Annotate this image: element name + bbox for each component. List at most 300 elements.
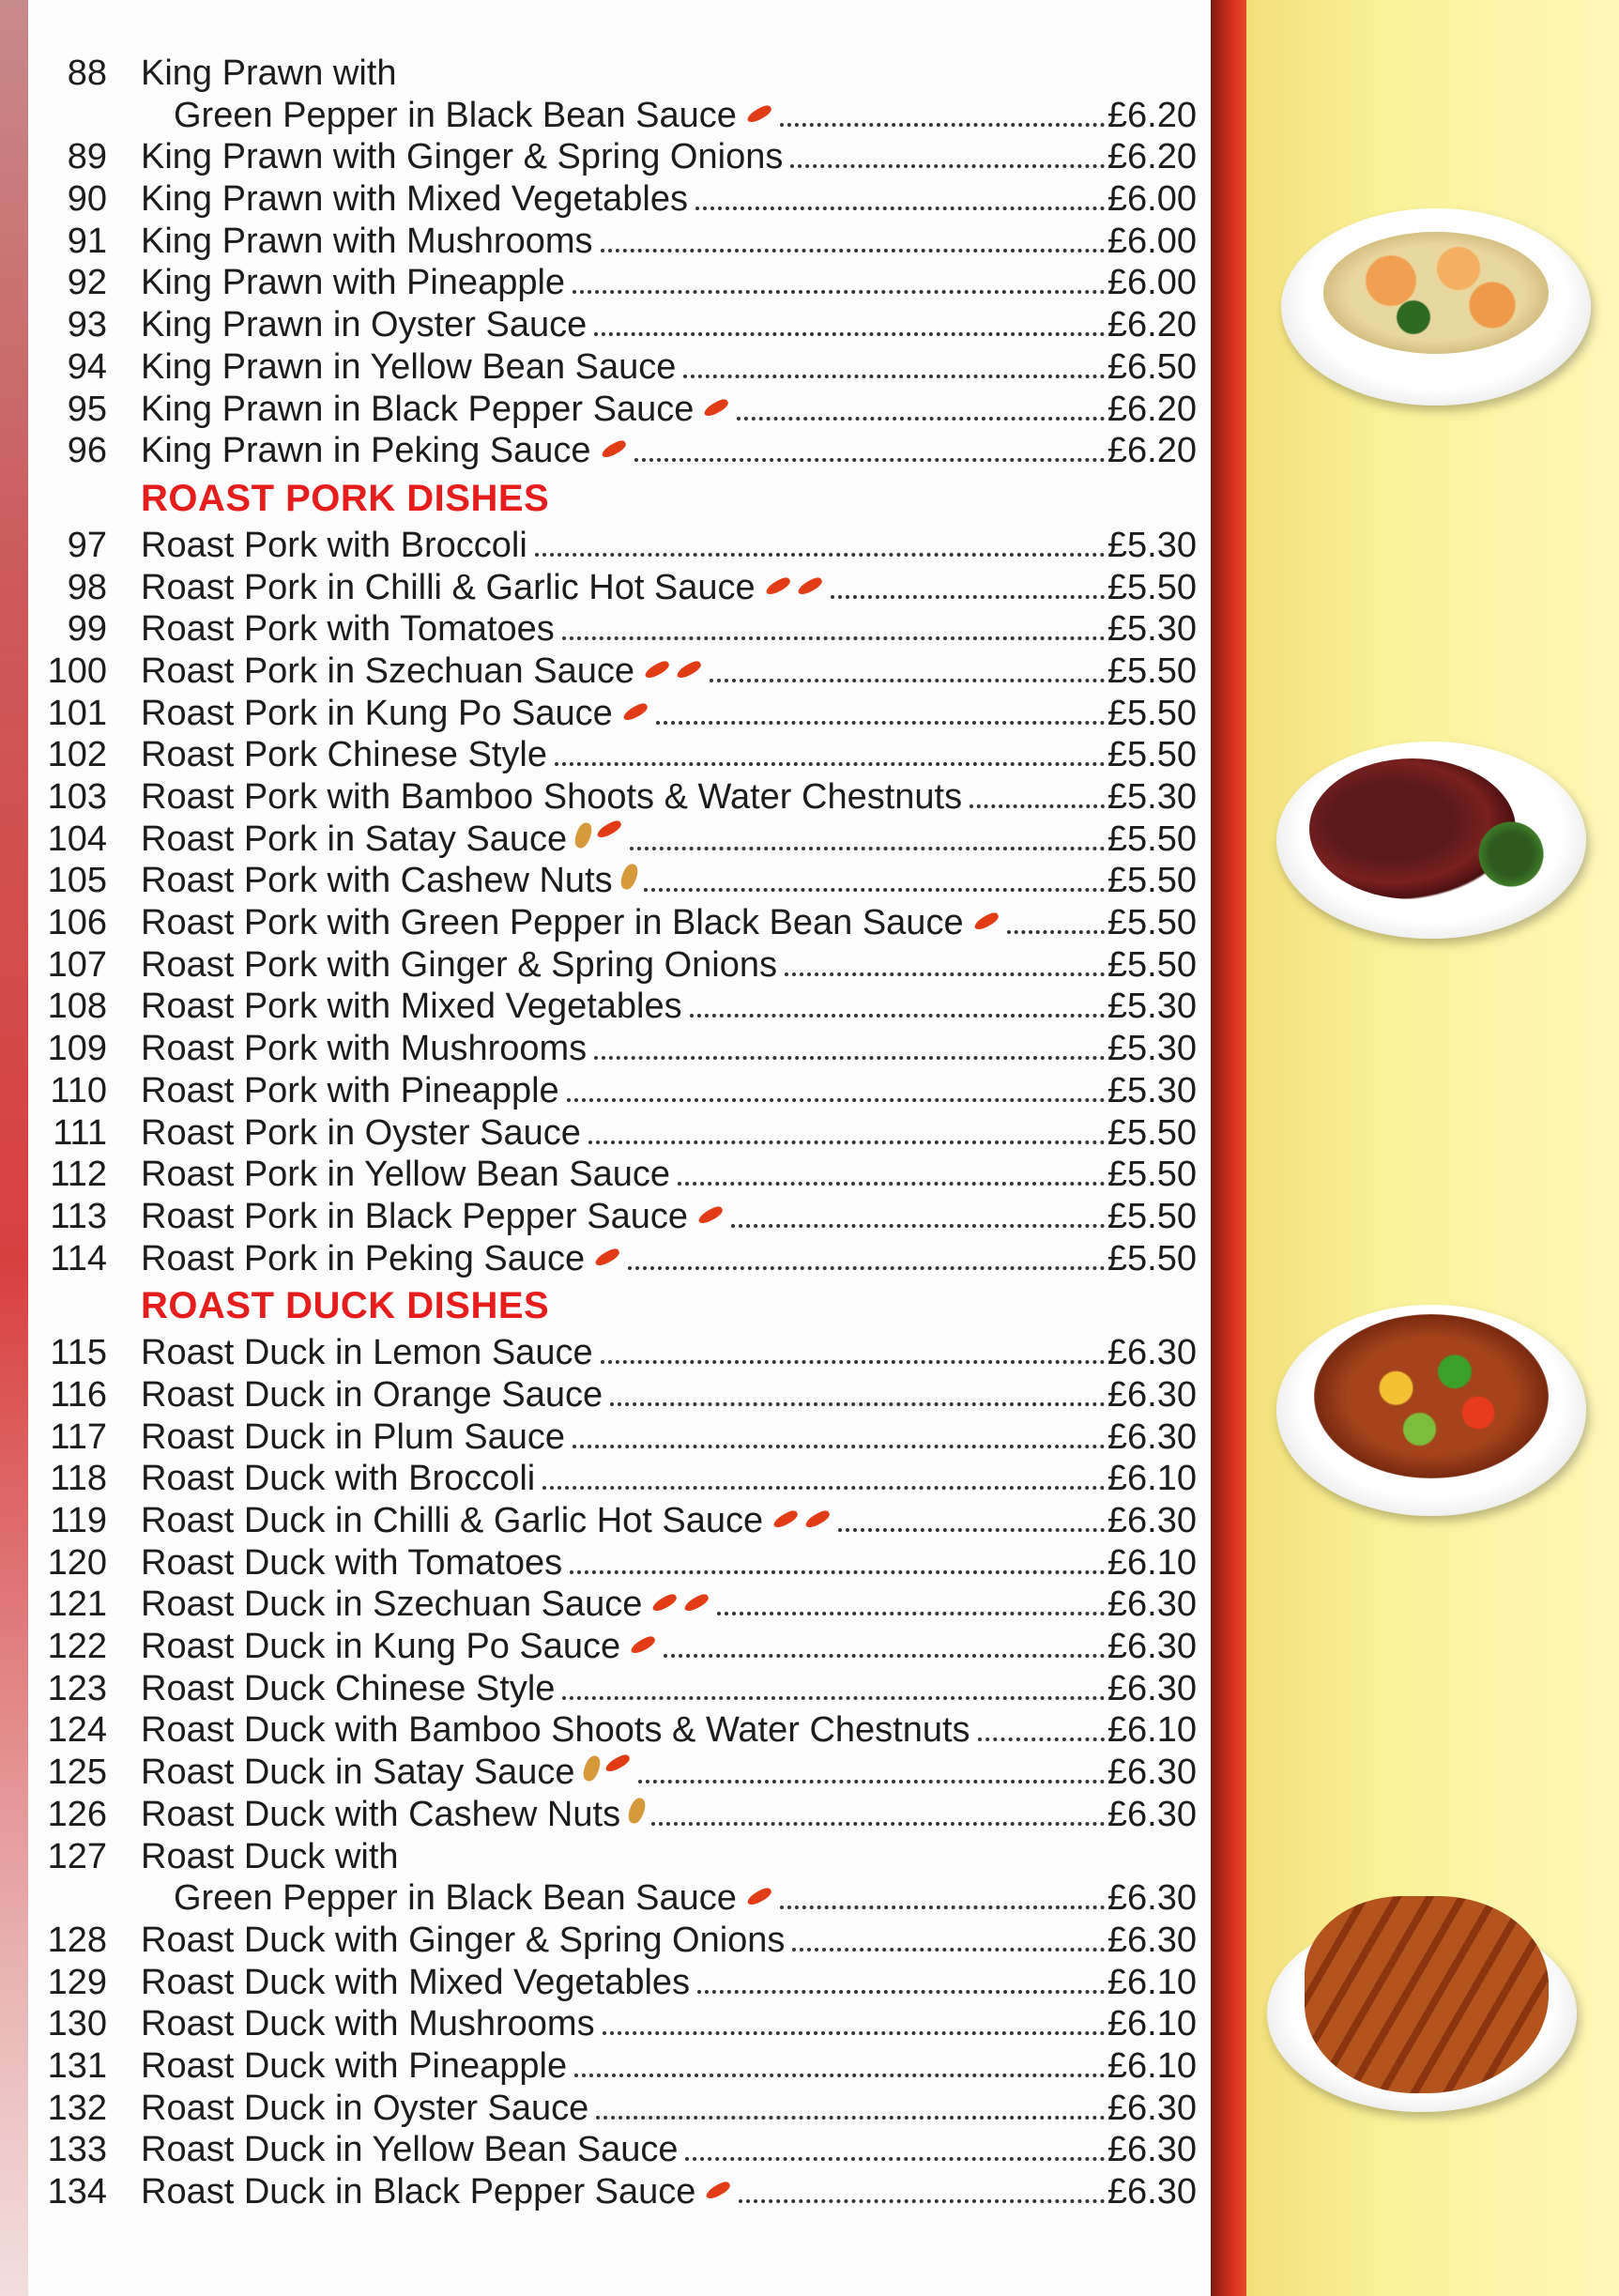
dot-leader xyxy=(601,1360,1105,1364)
item-number: 121 xyxy=(47,1584,107,1625)
dot-leader xyxy=(610,1402,1105,1406)
item-line xyxy=(141,1920,1197,1961)
item-name: King Prawn with Pineapple xyxy=(141,263,566,303)
item-icons xyxy=(703,410,729,421)
item-line xyxy=(141,53,1197,94)
item-icons xyxy=(772,1522,831,1532)
item-name: Green Pepper in Black Bean Sauce xyxy=(174,95,737,135)
item-number: 103 xyxy=(47,777,107,817)
roast-pork-dish-photo xyxy=(1276,742,1586,939)
item-number: 88 xyxy=(67,54,107,93)
item-line xyxy=(141,1626,1197,1667)
item-line xyxy=(141,262,1197,303)
item-name: Roast Duck in Black Pepper Sauce xyxy=(141,2172,696,2212)
item-line xyxy=(141,1458,1197,1499)
item-number: 117 xyxy=(50,1416,107,1457)
section-title: ROAST DUCK DISHES xyxy=(141,1285,550,1327)
dot-leader xyxy=(970,804,1105,808)
dot-leader xyxy=(644,888,1105,892)
item-price: £5.50 xyxy=(1107,735,1197,775)
item-number: 94 xyxy=(67,346,107,387)
item-number: 106 xyxy=(47,903,107,943)
item-number: 129 xyxy=(47,1962,107,2002)
item-line xyxy=(174,95,1197,136)
item-icons xyxy=(622,714,649,725)
item-line xyxy=(141,651,1197,692)
menu-item xyxy=(28,1458,1197,1500)
item-price: £6.30 xyxy=(1107,2172,1197,2212)
dot-leader xyxy=(1007,930,1105,934)
item-price: £6.50 xyxy=(1107,346,1197,387)
dot-leader xyxy=(573,1445,1105,1448)
menu-item xyxy=(28,1112,1197,1155)
item-price: £6.30 xyxy=(1107,2130,1197,2170)
item-name: Roast Duck Chinese Style xyxy=(141,1668,556,1708)
item-price: £5.30 xyxy=(1107,987,1197,1027)
item-line xyxy=(141,1668,1197,1709)
item-price: £6.30 xyxy=(1107,1668,1197,1708)
item-line xyxy=(141,1238,1197,1279)
item-name: Roast Duck in Chilli & Garlic Hot Sauce xyxy=(141,1501,764,1540)
item-name: King Prawn in Oyster Sauce xyxy=(141,305,588,345)
item-price: £5.50 xyxy=(1107,861,1197,901)
item-price: £6.20 xyxy=(1107,137,1197,177)
chilli-icon xyxy=(745,1886,773,1908)
item-icons xyxy=(765,589,823,599)
item-price: £6.00 xyxy=(1107,179,1197,220)
item-icons xyxy=(746,1899,772,1909)
item-number: 89 xyxy=(67,137,107,177)
chilli-icon xyxy=(593,1246,621,1268)
dot-leader xyxy=(790,164,1105,168)
item-price: £6.30 xyxy=(1107,1627,1197,1667)
item-price: £6.00 xyxy=(1107,263,1197,303)
item-name: Roast Pork with Pineapple xyxy=(141,1070,559,1110)
item-number: 96 xyxy=(67,431,107,471)
item-number: 114 xyxy=(50,1238,107,1278)
item-icons xyxy=(576,824,622,850)
dot-leader xyxy=(739,2199,1104,2203)
menu-item xyxy=(28,346,1197,389)
item-line xyxy=(141,2171,1197,2212)
item-number: 100 xyxy=(47,651,107,691)
chilli-icon xyxy=(771,1508,800,1531)
menu-item xyxy=(28,1920,1197,1962)
dot-leader xyxy=(717,1612,1104,1615)
item-name: Roast Pork with Ginger & Spring Onions xyxy=(141,944,777,985)
item-price: £5.50 xyxy=(1107,1238,1197,1278)
menu-item xyxy=(28,1668,1197,1710)
item-number: 108 xyxy=(47,987,107,1027)
dot-leader xyxy=(978,1737,1105,1741)
item-name: Roast Duck with Cashew Nuts xyxy=(141,1794,621,1834)
item-name: King Prawn in Peking Sauce xyxy=(141,431,591,471)
item-line xyxy=(141,1028,1197,1069)
dot-leader xyxy=(562,636,1105,640)
dot-leader xyxy=(695,207,1105,210)
item-line xyxy=(141,1542,1197,1584)
item-number: 126 xyxy=(47,1794,107,1834)
item-name: Roast Pork with Mushrooms xyxy=(141,1029,588,1069)
item-line xyxy=(141,819,1197,860)
dot-leader xyxy=(678,1182,1105,1186)
item-price: £6.30 xyxy=(1107,1374,1197,1415)
item-name: Roast Duck in Lemon Sauce xyxy=(141,1333,593,1373)
item-price: £5.30 xyxy=(1107,1029,1197,1069)
item-price: £5.50 xyxy=(1107,944,1197,985)
chilli-icon xyxy=(702,396,730,419)
dot-leader xyxy=(596,2116,1105,2120)
item-name: Roast Duck in Plum Sauce xyxy=(141,1416,565,1457)
prawn-food xyxy=(1323,232,1549,354)
item-number: 107 xyxy=(47,944,107,985)
item-price: £5.50 xyxy=(1107,903,1197,943)
item-price: £6.30 xyxy=(1107,1416,1197,1457)
chilli-icon xyxy=(705,2180,733,2202)
item-price: £6.10 xyxy=(1107,2045,1197,2086)
dot-leader xyxy=(574,2074,1105,2077)
item-line xyxy=(141,1836,1197,1877)
item-name: Roast Pork in Yellow Bean Sauce xyxy=(141,1155,671,1195)
menu-list xyxy=(28,53,1197,2213)
dot-leader xyxy=(535,553,1105,557)
item-name: King Prawn with Mixed Vegetables xyxy=(141,179,688,220)
item-price: £6.20 xyxy=(1107,95,1197,135)
item-name: King Prawn with Mushrooms xyxy=(141,221,593,261)
section-title: ROAST PORK DISHES xyxy=(141,477,550,519)
item-name: Roast Duck in Orange Sauce xyxy=(141,1374,603,1415)
item-line xyxy=(141,525,1197,566)
menu-item xyxy=(28,1332,1197,1374)
chilli-icon xyxy=(796,574,824,597)
item-line xyxy=(141,1962,1197,2003)
sliced-duck-food xyxy=(1305,1896,1549,2093)
menu-item xyxy=(28,819,1197,861)
item-price: £5.50 xyxy=(1107,819,1197,859)
menu-item xyxy=(28,986,1197,1028)
item-name: Roast Pork in Chilli & Garlic Hot Sauce xyxy=(141,567,756,607)
item-icons xyxy=(594,1260,620,1270)
item-name: Roast Duck in Satay Sauce xyxy=(141,1753,575,1793)
item-number: 132 xyxy=(47,2088,107,2128)
item-price: £6.30 xyxy=(1107,1501,1197,1540)
item-price: £6.10 xyxy=(1107,2004,1197,2044)
item-price: £6.10 xyxy=(1107,1459,1197,1499)
dot-leader xyxy=(594,332,1105,336)
item-number: 130 xyxy=(47,2004,107,2044)
item-price: £6.20 xyxy=(1107,389,1197,429)
section-header xyxy=(28,1279,1197,1332)
item-number: 105 xyxy=(47,861,107,901)
item-name: Roast Pork in Szechuan Sauce xyxy=(141,651,634,691)
dot-leader xyxy=(780,123,1105,127)
dot-leader xyxy=(542,1486,1105,1490)
item-name: Roast Pork with Cashew Nuts xyxy=(141,861,613,901)
dot-leader xyxy=(555,762,1105,766)
item-number: 119 xyxy=(50,1501,107,1540)
chilli-icon xyxy=(972,911,1000,933)
item-number: 112 xyxy=(50,1155,107,1195)
item-number: 113 xyxy=(50,1196,107,1236)
item-name: Roast Duck in Szechuan Sauce xyxy=(141,1584,643,1625)
item-line xyxy=(141,860,1197,901)
item-price: £5.50 xyxy=(1107,651,1197,691)
chilli-icon xyxy=(803,1508,832,1531)
item-price: £6.30 xyxy=(1107,1878,1197,1919)
dot-leader xyxy=(831,595,1105,599)
item-name: Roast Pork in Kung Po Sauce xyxy=(141,693,613,733)
dot-leader xyxy=(570,1570,1105,1574)
chilli-icon xyxy=(696,1204,725,1227)
chilli-icon xyxy=(764,574,792,597)
item-price: £5.30 xyxy=(1107,777,1197,817)
menu-item xyxy=(28,651,1197,693)
dot-leader xyxy=(690,1014,1105,1018)
menu-item xyxy=(28,1028,1197,1070)
item-price: £5.50 xyxy=(1107,1155,1197,1195)
item-price: £6.20 xyxy=(1107,431,1197,471)
dot-leader xyxy=(838,1528,1105,1532)
item-number: 110 xyxy=(50,1070,107,1110)
menu-item xyxy=(28,1070,1197,1112)
item-line xyxy=(141,1196,1197,1237)
item-number: 124 xyxy=(47,1710,107,1751)
menu-item xyxy=(28,2003,1197,2045)
item-line xyxy=(141,986,1197,1027)
dot-leader xyxy=(588,1140,1105,1144)
item-icons xyxy=(697,1217,724,1228)
item-number: 99 xyxy=(67,609,107,650)
item-number: 118 xyxy=(50,1459,107,1499)
menu-item xyxy=(28,776,1197,819)
item-number: 92 xyxy=(67,263,107,303)
menu-item xyxy=(28,1752,1197,1794)
left-decorative-strip xyxy=(0,0,28,2296)
item-icons xyxy=(705,2193,731,2203)
item-line xyxy=(141,304,1197,345)
item-name: King Prawn with xyxy=(141,54,397,93)
item-line xyxy=(141,430,1197,471)
item-line xyxy=(141,608,1197,650)
item-name: Roast Duck in Oyster Sauce xyxy=(141,2088,589,2128)
item-name: Roast Duck in Yellow Bean Sauce xyxy=(141,2130,679,2170)
menu-item xyxy=(28,734,1197,776)
menu-item xyxy=(28,1500,1197,1542)
item-number: 120 xyxy=(47,1542,107,1583)
item-line xyxy=(141,2088,1197,2129)
item-line xyxy=(141,1752,1197,1793)
menu-item xyxy=(28,525,1197,567)
item-number: 133 xyxy=(47,2130,107,2170)
item-name: Roast Duck with Bamboo Shoots & Water Chestnuts xyxy=(141,1710,970,1751)
item-line xyxy=(141,734,1197,775)
red-side-band xyxy=(1211,0,1246,2296)
item-line xyxy=(141,944,1197,986)
menu-item xyxy=(28,1709,1197,1752)
nut-icon xyxy=(626,1796,649,1825)
item-icons xyxy=(651,1605,710,1615)
item-price: £5.50 xyxy=(1107,567,1197,607)
item-line xyxy=(141,1416,1197,1458)
menu-item xyxy=(28,1836,1197,1878)
item-number: 111 xyxy=(53,1112,107,1153)
item-price: £6.10 xyxy=(1107,1710,1197,1751)
item-line xyxy=(141,693,1197,734)
item-name: King Prawn in Black Pepper Sauce xyxy=(141,389,695,429)
item-line xyxy=(141,178,1197,220)
item-name: King Prawn with Ginger & Spring Onions xyxy=(141,137,784,177)
dot-leader xyxy=(562,1696,1104,1700)
item-number: 134 xyxy=(47,2172,107,2212)
item-number: 116 xyxy=(50,1374,107,1415)
item-line xyxy=(141,389,1197,430)
item-number: 122 xyxy=(47,1627,107,1667)
item-price: £6.30 xyxy=(1107,1753,1197,1793)
item-icons xyxy=(630,1799,644,1826)
dot-leader xyxy=(792,1948,1104,1952)
item-number: 102 xyxy=(47,735,107,775)
item-name: Roast Duck in Kung Po Sauce xyxy=(141,1627,621,1667)
chilli-icon xyxy=(621,700,649,723)
item-line xyxy=(141,776,1197,818)
menu-item xyxy=(28,389,1197,431)
item-number: 93 xyxy=(67,305,107,345)
item-line xyxy=(174,1877,1197,1919)
nut-icon xyxy=(618,863,640,892)
chilli-icon xyxy=(600,438,628,461)
item-name: Roast Pork in Oyster Sauce xyxy=(141,1112,581,1153)
dot-leader xyxy=(780,1906,1105,1909)
item-icons xyxy=(630,1647,656,1658)
menu-item xyxy=(28,304,1197,346)
item-number: 115 xyxy=(50,1333,107,1373)
item-name: Roast Duck with xyxy=(141,1836,399,1876)
item-line xyxy=(141,1584,1197,1625)
item-number: 109 xyxy=(47,1029,107,1069)
item-line xyxy=(141,1500,1197,1541)
menu-item xyxy=(28,567,1197,609)
item-number: 97 xyxy=(67,525,107,565)
menu-item xyxy=(28,693,1197,735)
item-line xyxy=(141,902,1197,943)
item-name: Roast Duck with Mushrooms xyxy=(141,2004,595,2044)
item-price: £6.30 xyxy=(1107,2088,1197,2128)
dot-leader xyxy=(603,2031,1105,2035)
nut-icon xyxy=(573,820,595,850)
dot-leader xyxy=(634,458,1105,462)
item-icons xyxy=(622,865,636,892)
dot-leader xyxy=(567,1098,1105,1102)
menu-item xyxy=(28,1626,1197,1668)
item-price: £6.30 xyxy=(1107,1584,1197,1625)
nut-icon xyxy=(580,1753,603,1783)
item-name: Roast Pork in Black Pepper Sauce xyxy=(141,1196,688,1236)
menu-item xyxy=(28,1238,1197,1280)
item-number: 128 xyxy=(47,1920,107,1960)
menu-item xyxy=(28,944,1197,987)
menu-item xyxy=(28,136,1197,178)
item-name: Roast Pork Chinese Style xyxy=(141,735,547,775)
menu-item xyxy=(28,1542,1197,1584)
item-number: 131 xyxy=(47,2045,107,2086)
item-line xyxy=(141,1070,1197,1111)
item-line xyxy=(141,221,1197,262)
item-name: Roast Duck with Ginger & Spring Onions xyxy=(141,1920,786,1960)
item-line xyxy=(141,1709,1197,1751)
menu-item xyxy=(28,860,1197,902)
item-number: 123 xyxy=(47,1668,107,1708)
chilli-icon xyxy=(629,1634,657,1657)
dot-leader xyxy=(683,375,1105,378)
item-name: Roast Pork in Satay Sauce xyxy=(141,819,568,859)
dot-leader xyxy=(731,1224,1105,1228)
item-number: 95 xyxy=(67,389,107,429)
item-number: 101 xyxy=(47,693,107,733)
dot-leader xyxy=(573,290,1105,294)
item-name: Roast Duck with Broccoli xyxy=(141,1459,536,1499)
item-price: £5.30 xyxy=(1107,525,1197,565)
item-number: 98 xyxy=(67,567,107,607)
item-name: Roast Pork with Tomatoes xyxy=(141,609,555,650)
item-price: £6.30 xyxy=(1107,1333,1197,1373)
item-line xyxy=(141,1154,1197,1195)
item-price: £5.50 xyxy=(1107,693,1197,733)
item-line xyxy=(141,1332,1197,1373)
item-name: King Prawn in Yellow Bean Sauce xyxy=(141,346,677,387)
item-line xyxy=(141,346,1197,388)
item-line xyxy=(141,2045,1197,2087)
menu-item xyxy=(28,1877,1197,1920)
item-line xyxy=(141,1112,1197,1154)
item-price: £6.20 xyxy=(1107,305,1197,345)
item-icons xyxy=(644,672,702,682)
item-name: Roast Duck with Mixed Vegetables xyxy=(141,1962,691,2002)
menu-item xyxy=(28,1584,1197,1626)
menu-item xyxy=(28,262,1197,304)
item-line xyxy=(141,1374,1197,1416)
chilli-icon xyxy=(745,102,773,125)
item-price: £6.30 xyxy=(1107,1920,1197,1960)
menu-item xyxy=(28,221,1197,263)
menu-item xyxy=(28,2088,1197,2130)
menu-item xyxy=(28,1374,1197,1416)
chilli-icon xyxy=(595,819,623,841)
chilli-icon xyxy=(651,1592,680,1615)
chilli-icon xyxy=(643,659,671,681)
chilli-icon xyxy=(675,659,703,681)
dot-leader xyxy=(737,417,1105,421)
menu-item xyxy=(28,1794,1197,1836)
menu-item xyxy=(28,1416,1197,1459)
dot-leader xyxy=(651,1822,1105,1826)
dot-leader xyxy=(685,2157,1104,2161)
menu-item xyxy=(28,902,1197,944)
item-name: Roast Duck with Tomatoes xyxy=(141,1542,563,1583)
item-price: £6.10 xyxy=(1107,1962,1197,2002)
item-icons xyxy=(973,924,1000,934)
item-price: £5.30 xyxy=(1107,1070,1197,1110)
item-number: 90 xyxy=(67,179,107,220)
dot-leader xyxy=(628,1266,1105,1270)
item-number: 91 xyxy=(67,221,107,261)
dot-leader xyxy=(630,847,1105,850)
menu-item xyxy=(28,178,1197,221)
item-name: Roast Pork with Mixed Vegetables xyxy=(141,987,682,1027)
item-icons xyxy=(585,1757,631,1783)
item-price: £5.50 xyxy=(1107,1196,1197,1236)
item-line xyxy=(141,2003,1197,2044)
item-price: £6.30 xyxy=(1107,1794,1197,1834)
